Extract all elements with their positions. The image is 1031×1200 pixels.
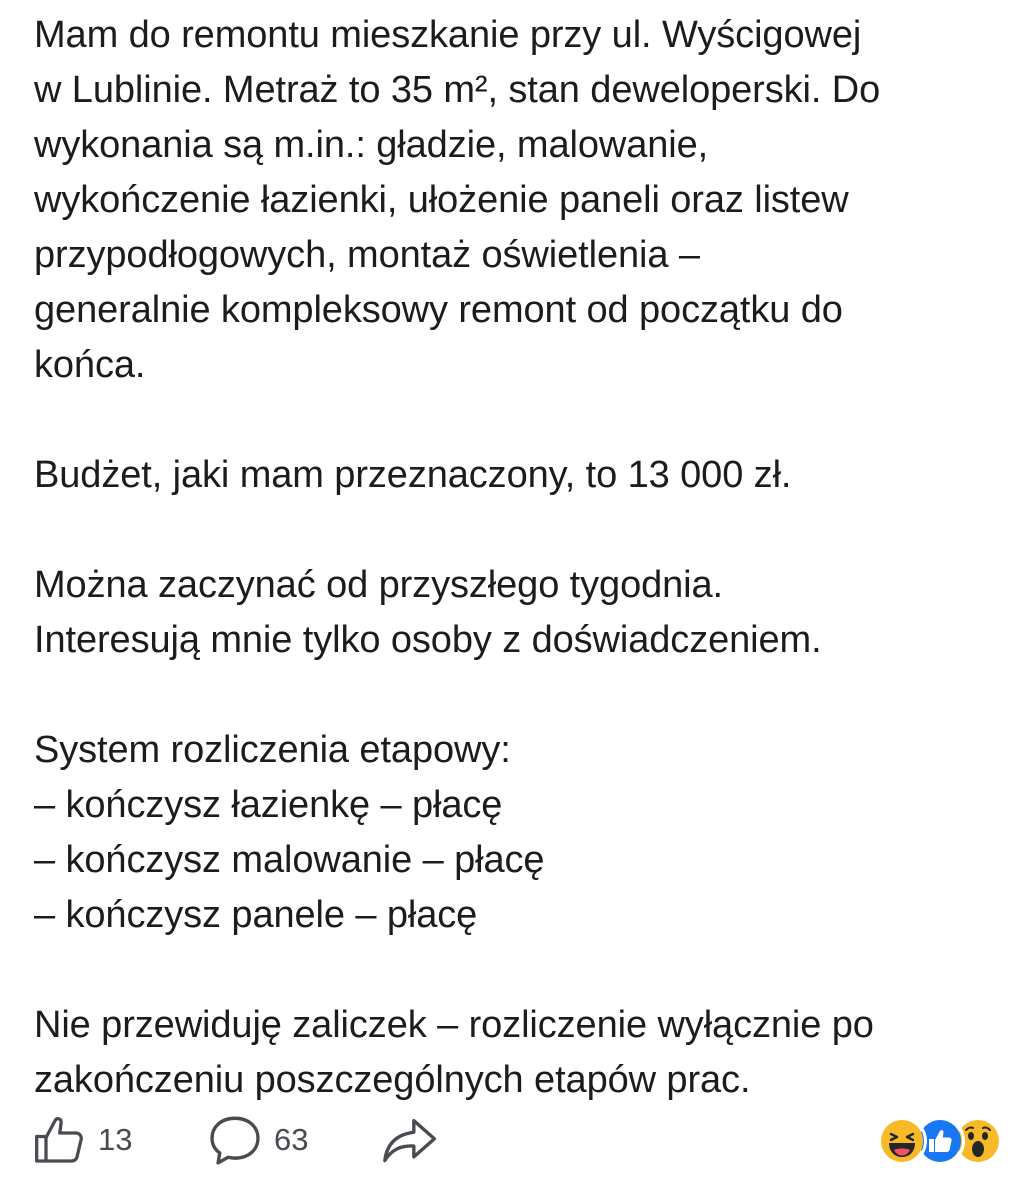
haha-reaction-icon bbox=[877, 1116, 927, 1166]
comment-bubble-icon bbox=[206, 1111, 264, 1169]
post-text-line: wykonania są m.in.: gładzie, malowanie, bbox=[34, 124, 709, 166]
reactions-summary[interactable] bbox=[877, 1118, 1003, 1164]
paragraph-gap bbox=[34, 943, 1004, 998]
post-text-line: wykończenie łazienki, ułożenie paneli oraz listew bbox=[34, 179, 849, 221]
paragraph-gap bbox=[34, 668, 1004, 723]
paragraph-gap bbox=[34, 503, 1004, 558]
like-count: 13 bbox=[98, 1122, 133, 1157]
thumbs-up-icon bbox=[32, 1112, 88, 1168]
share-arrow-icon bbox=[380, 1111, 438, 1169]
post-action-bar bbox=[0, 1108, 1031, 1172]
post-text-line: generalnie kompleksowy remont od początku do bbox=[34, 289, 843, 331]
post-text-line: przypodłogowych, montaż oświetlenia – bbox=[34, 234, 700, 276]
paragraph-gap bbox=[34, 393, 1004, 448]
comment-button[interactable] bbox=[206, 1108, 308, 1172]
like-button[interactable] bbox=[32, 1108, 132, 1172]
post-paragraph-2 bbox=[34, 448, 1004, 503]
post-text-line: zakończeniu poszczególnych etapów prac. bbox=[34, 1059, 751, 1101]
post-paragraph-5 bbox=[34, 998, 1004, 1108]
post-text-line: – kończysz malowanie – płacę bbox=[34, 839, 545, 881]
post-text-line: – kończysz panele – płacę bbox=[34, 894, 478, 936]
post-paragraph-1 bbox=[34, 8, 1004, 393]
post-paragraph-4 bbox=[34, 723, 1004, 943]
post-text-line: Można zaczynać od przyszłego tygodnia. bbox=[34, 564, 724, 606]
post-text-line: System rozliczenia etapowy: bbox=[34, 729, 511, 771]
comment-count: 63 bbox=[274, 1122, 309, 1157]
post-text-line: Nie przewiduję zaliczek – rozliczenie wyłącznie po bbox=[34, 1004, 874, 1046]
post-paragraph-3 bbox=[34, 558, 1004, 668]
post-text-line: Mam do remontu mieszkanie przy ul. Wyścigowej bbox=[34, 14, 862, 56]
post-text-line: Budżet, jaki mam przeznaczony, to 13 000 zł. bbox=[34, 454, 792, 496]
post-text-line: w Lublinie. Metraż to 35 m², stan deweloperski. Do bbox=[34, 69, 881, 111]
post-text-line: końca. bbox=[34, 344, 146, 386]
post-text-line: Interesują mnie tylko osoby z doświadczeniem. bbox=[34, 619, 822, 661]
share-button[interactable] bbox=[380, 1108, 438, 1172]
post-text-line: – kończysz łazienkę – płacę bbox=[34, 784, 503, 826]
post-body bbox=[34, 8, 1004, 1108]
